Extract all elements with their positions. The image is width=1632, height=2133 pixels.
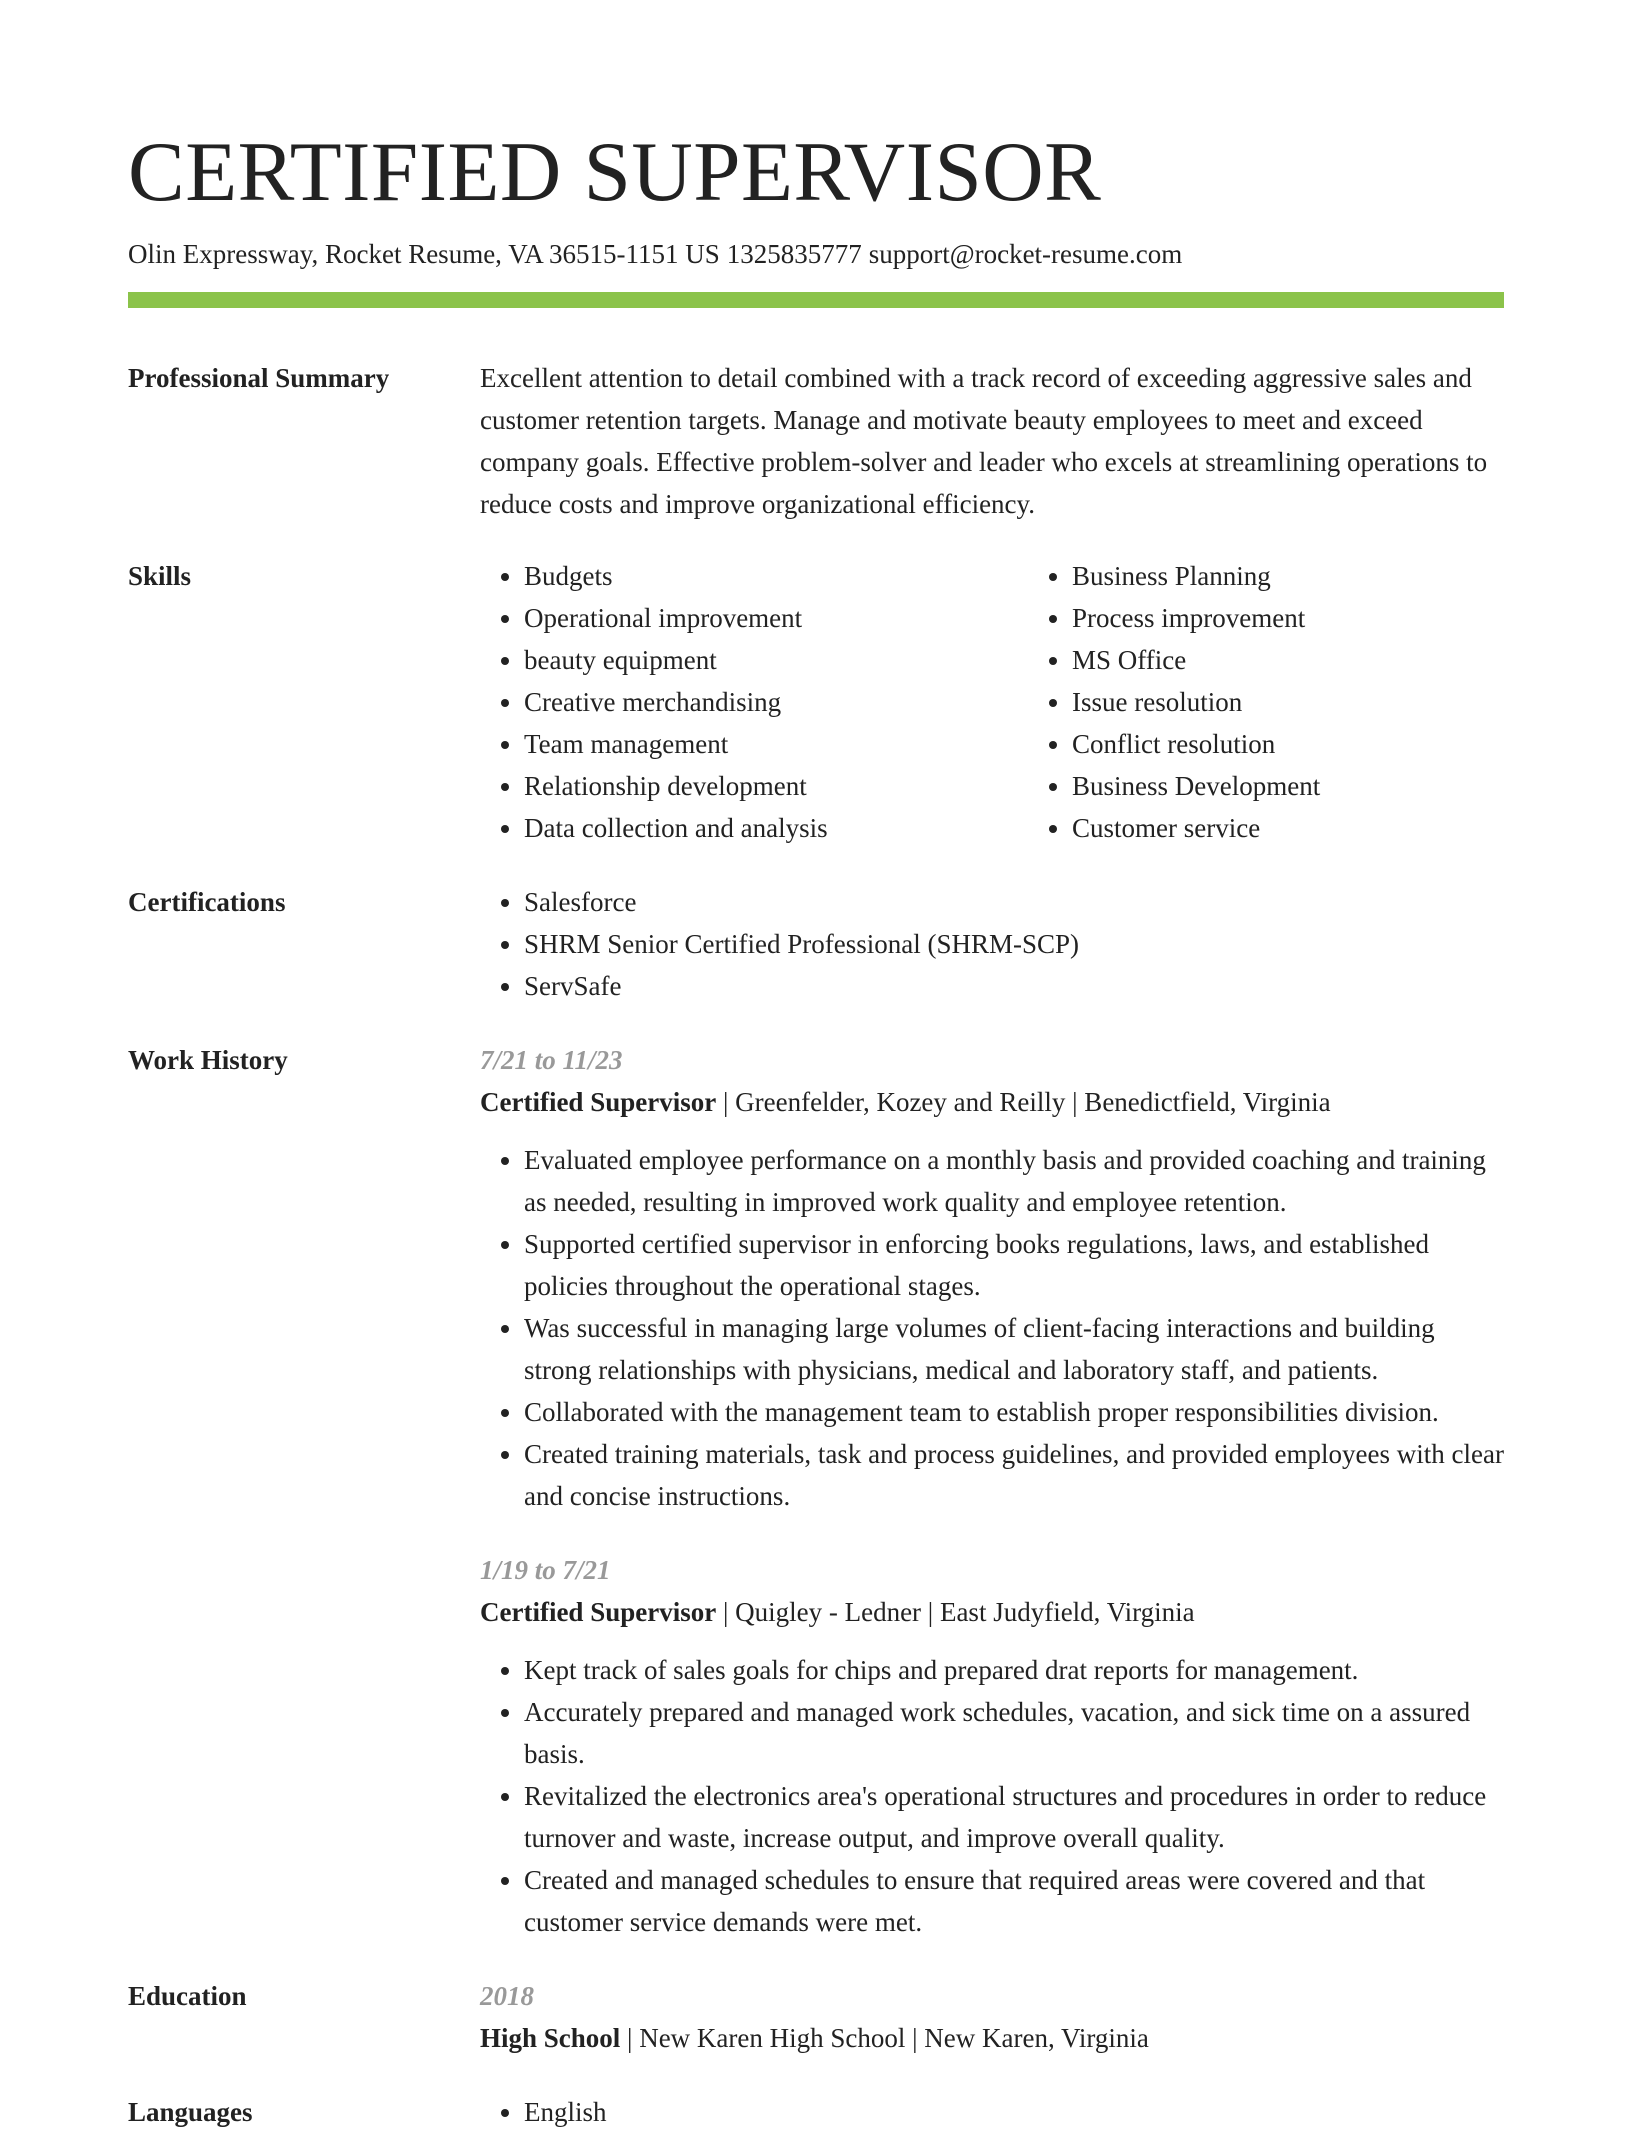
skills-list-left xyxy=(480,555,1028,849)
contact-line xyxy=(128,237,1504,272)
job-heading xyxy=(480,1591,1504,1633)
skill-item: • Conflict resolution xyxy=(1072,723,1576,765)
certification-item: • Salesforce xyxy=(524,881,1504,923)
skill-item: • Business Development xyxy=(1072,765,1576,807)
contact-phone: 1325835777 xyxy=(726,239,862,269)
job-dates: 7/21 to 11/23 xyxy=(480,1045,623,1076)
section-title: Languages xyxy=(128,2097,253,2128)
skill-item: • Business Planning xyxy=(1072,555,1576,597)
contact-address: Olin Expressway, Rocket Resume, VA 36515-1151 US xyxy=(128,239,720,269)
section-title: Skills xyxy=(128,561,192,592)
skill-item: • Data collection and analysis xyxy=(524,807,1028,849)
skill-item: • Creative merchandising xyxy=(524,681,1028,723)
education-section xyxy=(128,1975,1504,2059)
education-degree: High School xyxy=(480,2023,621,2054)
job-heading xyxy=(480,1081,1504,1123)
education-heading xyxy=(480,2017,1504,2059)
skill-item: • Team management xyxy=(524,723,1028,765)
education-year: 2018 xyxy=(480,1981,534,2012)
job-bullet: • Kept track of sales goals for chips and prepared drat reports for management. xyxy=(524,1649,1504,1691)
certification-item: • SHRM Senior Certified Professional (SHRM-SCP) xyxy=(524,923,1504,965)
job-details: | Greenfelder, Kozey and Reilly | Benedictfield, Virginia xyxy=(722,1087,1331,1118)
certifications-list xyxy=(480,881,1504,1007)
skill-item: • Customer service xyxy=(1072,807,1576,849)
job-bullet: • Collaborated with the management team to establish proper responsibilities division. xyxy=(524,1391,1504,1433)
job-details: | Quigley - Ledner | East Judyfield, Virginia xyxy=(722,1597,1195,1628)
skill-item: • Relationship development xyxy=(524,765,1028,807)
job-bullet: • Created and managed schedules to ensure that required areas were covered and that customer service demands were met. xyxy=(524,1859,1504,1943)
languages-list xyxy=(480,2091,1504,2133)
skill-item: • Issue resolution xyxy=(1072,681,1576,723)
job-bullet: • Supported certified supervisor in enforcing books regulations, laws, and established policies throughout the operational stages. xyxy=(524,1223,1504,1307)
skill-item: • MS Office xyxy=(1072,639,1576,681)
resume-name: CERTIFIED SUPERVISOR xyxy=(128,125,1102,219)
job-bullet: • Created training materials, task and process guidelines, and provided employees with clear and concise instructions. xyxy=(524,1433,1504,1517)
accent-divider xyxy=(128,292,1504,308)
skill-item: • Budgets xyxy=(524,555,1028,597)
job-bullet: • Revitalized the electronics area's operational structures and procedures in order to reduce turnover and waste, increase output, and improve overall quality. xyxy=(524,1775,1504,1859)
section-title: Work History xyxy=(128,1045,288,1076)
skill-item: • Process improvement xyxy=(1072,597,1576,639)
skills-section xyxy=(128,555,1504,849)
languages-section xyxy=(128,2091,1504,2133)
language-item: • English xyxy=(524,2091,1504,2133)
certifications-section xyxy=(128,881,1504,1007)
work-history-section xyxy=(128,1039,1504,1943)
job-bullet: • Evaluated employee performance on a monthly basis and provided coaching and training as needed, resulting in improved work quality and employee retention. xyxy=(524,1139,1504,1223)
job-bullet: • Was successful in managing large volumes of client-facing interactions and building strong relationships with physicians, medical and laboratory staff, and patients. xyxy=(524,1307,1504,1391)
skill-item: • beauty equipment xyxy=(524,639,1028,681)
job-bullets xyxy=(480,1139,1504,1517)
job-title: Certified Supervisor xyxy=(480,1597,717,1628)
section-title: Education xyxy=(128,1981,247,2012)
summary-section xyxy=(128,357,1504,525)
job-title: Certified Supervisor xyxy=(480,1087,717,1118)
section-title: Professional Summary xyxy=(128,363,390,394)
job-entry xyxy=(480,1549,1504,1943)
job-bullet: • Accurately prepared and managed work schedules, vacation, and sick time on a assured basis. xyxy=(524,1691,1504,1775)
skill-item: • Operational improvement xyxy=(524,597,1028,639)
skills-list-right xyxy=(1028,555,1576,849)
resume-page xyxy=(128,0,1504,2133)
job-bullets xyxy=(480,1649,1504,1943)
section-title: Certifications xyxy=(128,887,286,918)
summary-text: Excellent attention to detail combined with a track record of exceeding aggressive sales and customer retention targets. Manage and motivate beauty employees to meet and exceed company goals. Effective problem-solver and leader who excels at streamlining operations to reduce costs and improve organizational efficiency. xyxy=(480,363,1488,520)
job-entry xyxy=(480,1039,1504,1517)
job-dates: 1/19 to 7/21 xyxy=(480,1555,611,1586)
education-details: | New Karen High School | New Karen, Virginia xyxy=(627,2023,1149,2054)
contact-email: support@rocket-resume.com xyxy=(868,239,1183,269)
certification-item: • ServSafe xyxy=(524,965,1504,1007)
